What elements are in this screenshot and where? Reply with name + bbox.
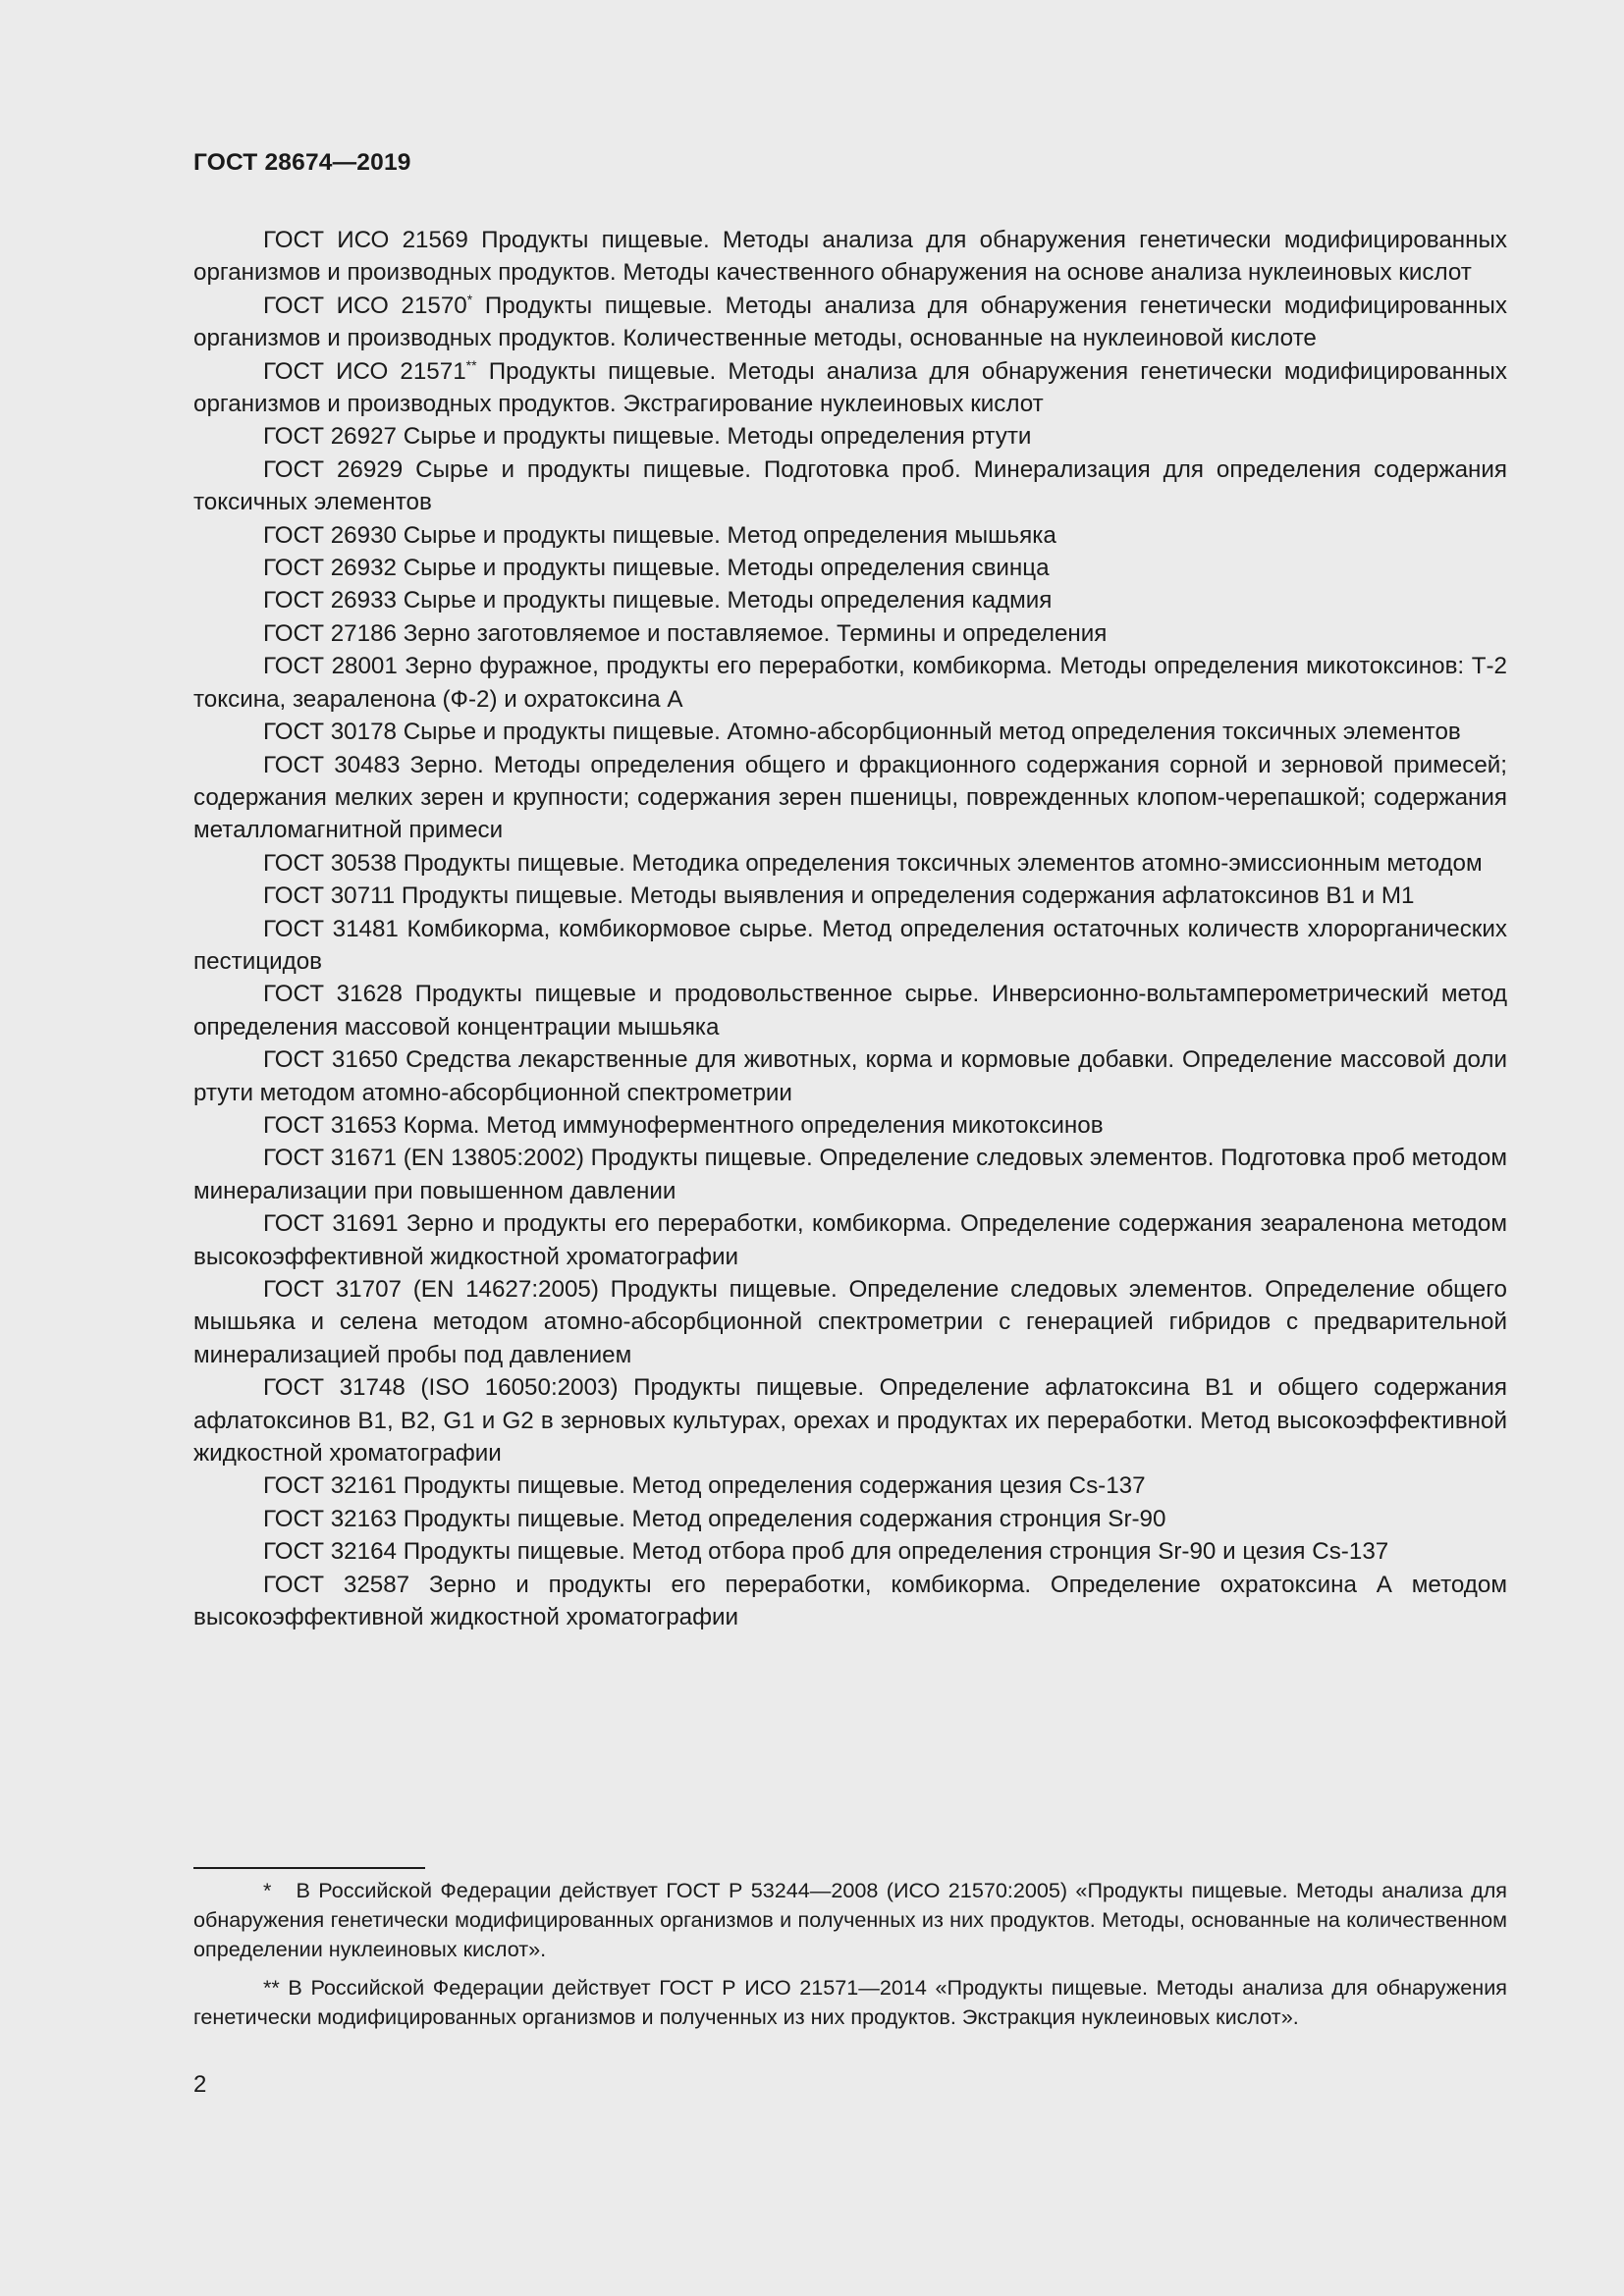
reference-item: ГОСТ 26932 Сырье и продукты пищевые. Методы определения свинца [263,555,1050,582]
reference-item: ГОСТ 30538 Продукты пищевые. Методика определения токсичных элементов атомно-эмиссионным методом [263,849,1483,877]
reference-item: ГОСТ 26933 Сырье и продукты пищевые. Методы определения кадмия [263,587,1053,614]
footnote-item: * В Российской Федерации действует ГОСТ Р 53244—2008 (ИСО 21570:2005) «Продукты пищевые. Методы анализа для обнаружения генетически модифицированных организмов и полученных из них продуктов. Методы, основанные на количественном определении нуклеиновых кислот». [193,1878,1513,1961]
reference-item: ГОСТ 32164 Продукты пищевые. Метод отбора проб для определения стронция Sr-90 и цезия Cs-137 [263,1538,1389,1566]
reference-item: ГОСТ 26930 Сырье и продукты пищевые. Метод определения мышьяка [263,521,1056,549]
reference-item: ГОСТ 31691 Зерно и продукты его переработки, комбикорма. Определение содержания зеараленона методом высокоэффективной жидкостной хроматографии [193,1210,1507,1270]
reference-code: ГОСТ ИСО 21571 [263,357,466,385]
footnote-mark: ** [465,356,477,373]
reference-item: ГОСТ 28001 Зерно фуражное, продукты его переработки, комбикорма. Методы определения микотоксинов: Т-2 токсина, зеараленона (Ф-2) и охратоксина А [193,653,1507,713]
reference-item: ГОСТ 30483 Зерно. Методы определения общего и фракционного содержания сорной и зерновой примесей; содержания мелких зерен и крупности; содержания зерен пшеницы, поврежденных клопом-черепашкой; содержания металломагнитной примеси [193,751,1507,844]
reference-item: ГОСТ 31650 Средства лекарственные для животных, корма и кормовые добавки. Определение массовой доли ртути методом атомно-абсорбционной спектрометрии [193,1046,1507,1106]
normative-references-list [193,224,1507,1633]
reference-title: Продукты пищевые. Методы анализа для обнаружения генетически модифицированных организмов и производных продуктов. Количественные методы, основанные на нуклеиновой кислоте [193,292,1507,352]
footnote-item: ** В Российской Федерации действует ГОСТ Р ИСО 21571—2014 «Продукты пищевые. Методы анализа для обнаружения генетически модифицированных организмов и полученных из них продуктов. Экстракция нуклеиновых кислот». [193,1975,1507,2029]
reference-item: ГОСТ 26927 Сырье и продукты пищевые. Методы определения ртути [263,423,1032,451]
footnote-mark: * [466,291,473,307]
reference-item: ГОСТ 27186 Зерно заготовляемое и поставляемое. Термины и определения [263,619,1108,647]
reference-item: ГОСТ 26929 Сырье и продукты пищевые. Подготовка проб. Минерализация для определения содержания токсичных элементов [193,455,1507,516]
reference-item: ГОСТ 31481 Комбикорма, комбикормовое сырье. Метод определения остаточных количеств хлорорганических пестицидов [193,915,1507,975]
reference-item: ГОСТ 31707 (EN 14627:2005) Продукты пищевые. Определение следовых элементов. Определение общего мышьяка и селена методом атомно-абсорбционной спектрометрии с генерацией гибридов с предварительной минерализацией пробы под давлением [193,1276,1507,1368]
reference-item: ГОСТ 32161 Продукты пищевые. Метод определения содержания цезия Cs-137 [263,1472,1146,1500]
reference-item: ГОСТ 32587 Зерно и продукты его переработки, комбикорма. Определение охратоксина А методом высокоэффективной жидкостной хроматографии [193,1571,1507,1631]
reference-item: ГОСТ 32163 Продукты пищевые. Метод определения содержания стронция Sr-90 [263,1505,1166,1532]
reference-item: ГОСТ ИСО 21569 Продукты пищевые. Методы анализа для обнаружения генетически модифицированных организмов и производных продуктов. Методы качественного обнаружения на основе анализа нуклеиновых кислот [193,227,1507,287]
reference-item: ГОСТ 31628 Продукты пищевые и продовольственное сырье. Инверсионно-вольтамперометрический метод определения массовой концентрации мышьяка [193,981,1507,1041]
reference-item: ГОСТ 30178 Сырье и продукты пищевые. Атомно-абсорбционный метод определения токсичных элементов [263,719,1461,746]
reference-item [193,355,1507,421]
reference-item: ГОСТ 30711 Продукты пищевые. Методы выявления и определения содержания афлатоксинов В1 и М1 [263,882,1415,910]
reference-item [193,290,1507,355]
page-number: 2 [193,2071,207,2098]
reference-item: ГОСТ 31653 Корма. Метод иммуноферментного определения микотоксинов [263,1111,1104,1139]
reference-item: ГОСТ 31671 (EN 13805:2002) Продукты пищевые. Определение следовых элементов. Подготовка проб методом минерализации при повышенном давлении [193,1145,1507,1204]
reference-code: ГОСТ ИСО 21570 [263,292,467,319]
document-header: ГОСТ 28674—2019 [193,149,411,176]
footnote-divider [193,1867,425,1869]
footnotes [193,1876,1513,2041]
reference-title: Продукты пищевые. Методы анализа для обнаружения генетически модифицированных организмов и производных продуктов. Экстрагирование нуклеиновых кислот [193,357,1507,418]
reference-item: ГОСТ 31748 (ISO 16050:2003) Продукты пищевые. Определение афлатоксина В1 и общего содержания афлатоксинов В1, В2, G1 и G2 в зерновых культурах, орехах и продуктах их переработки. Метод высокоэффективной жидкостной хроматографии [193,1374,1507,1468]
